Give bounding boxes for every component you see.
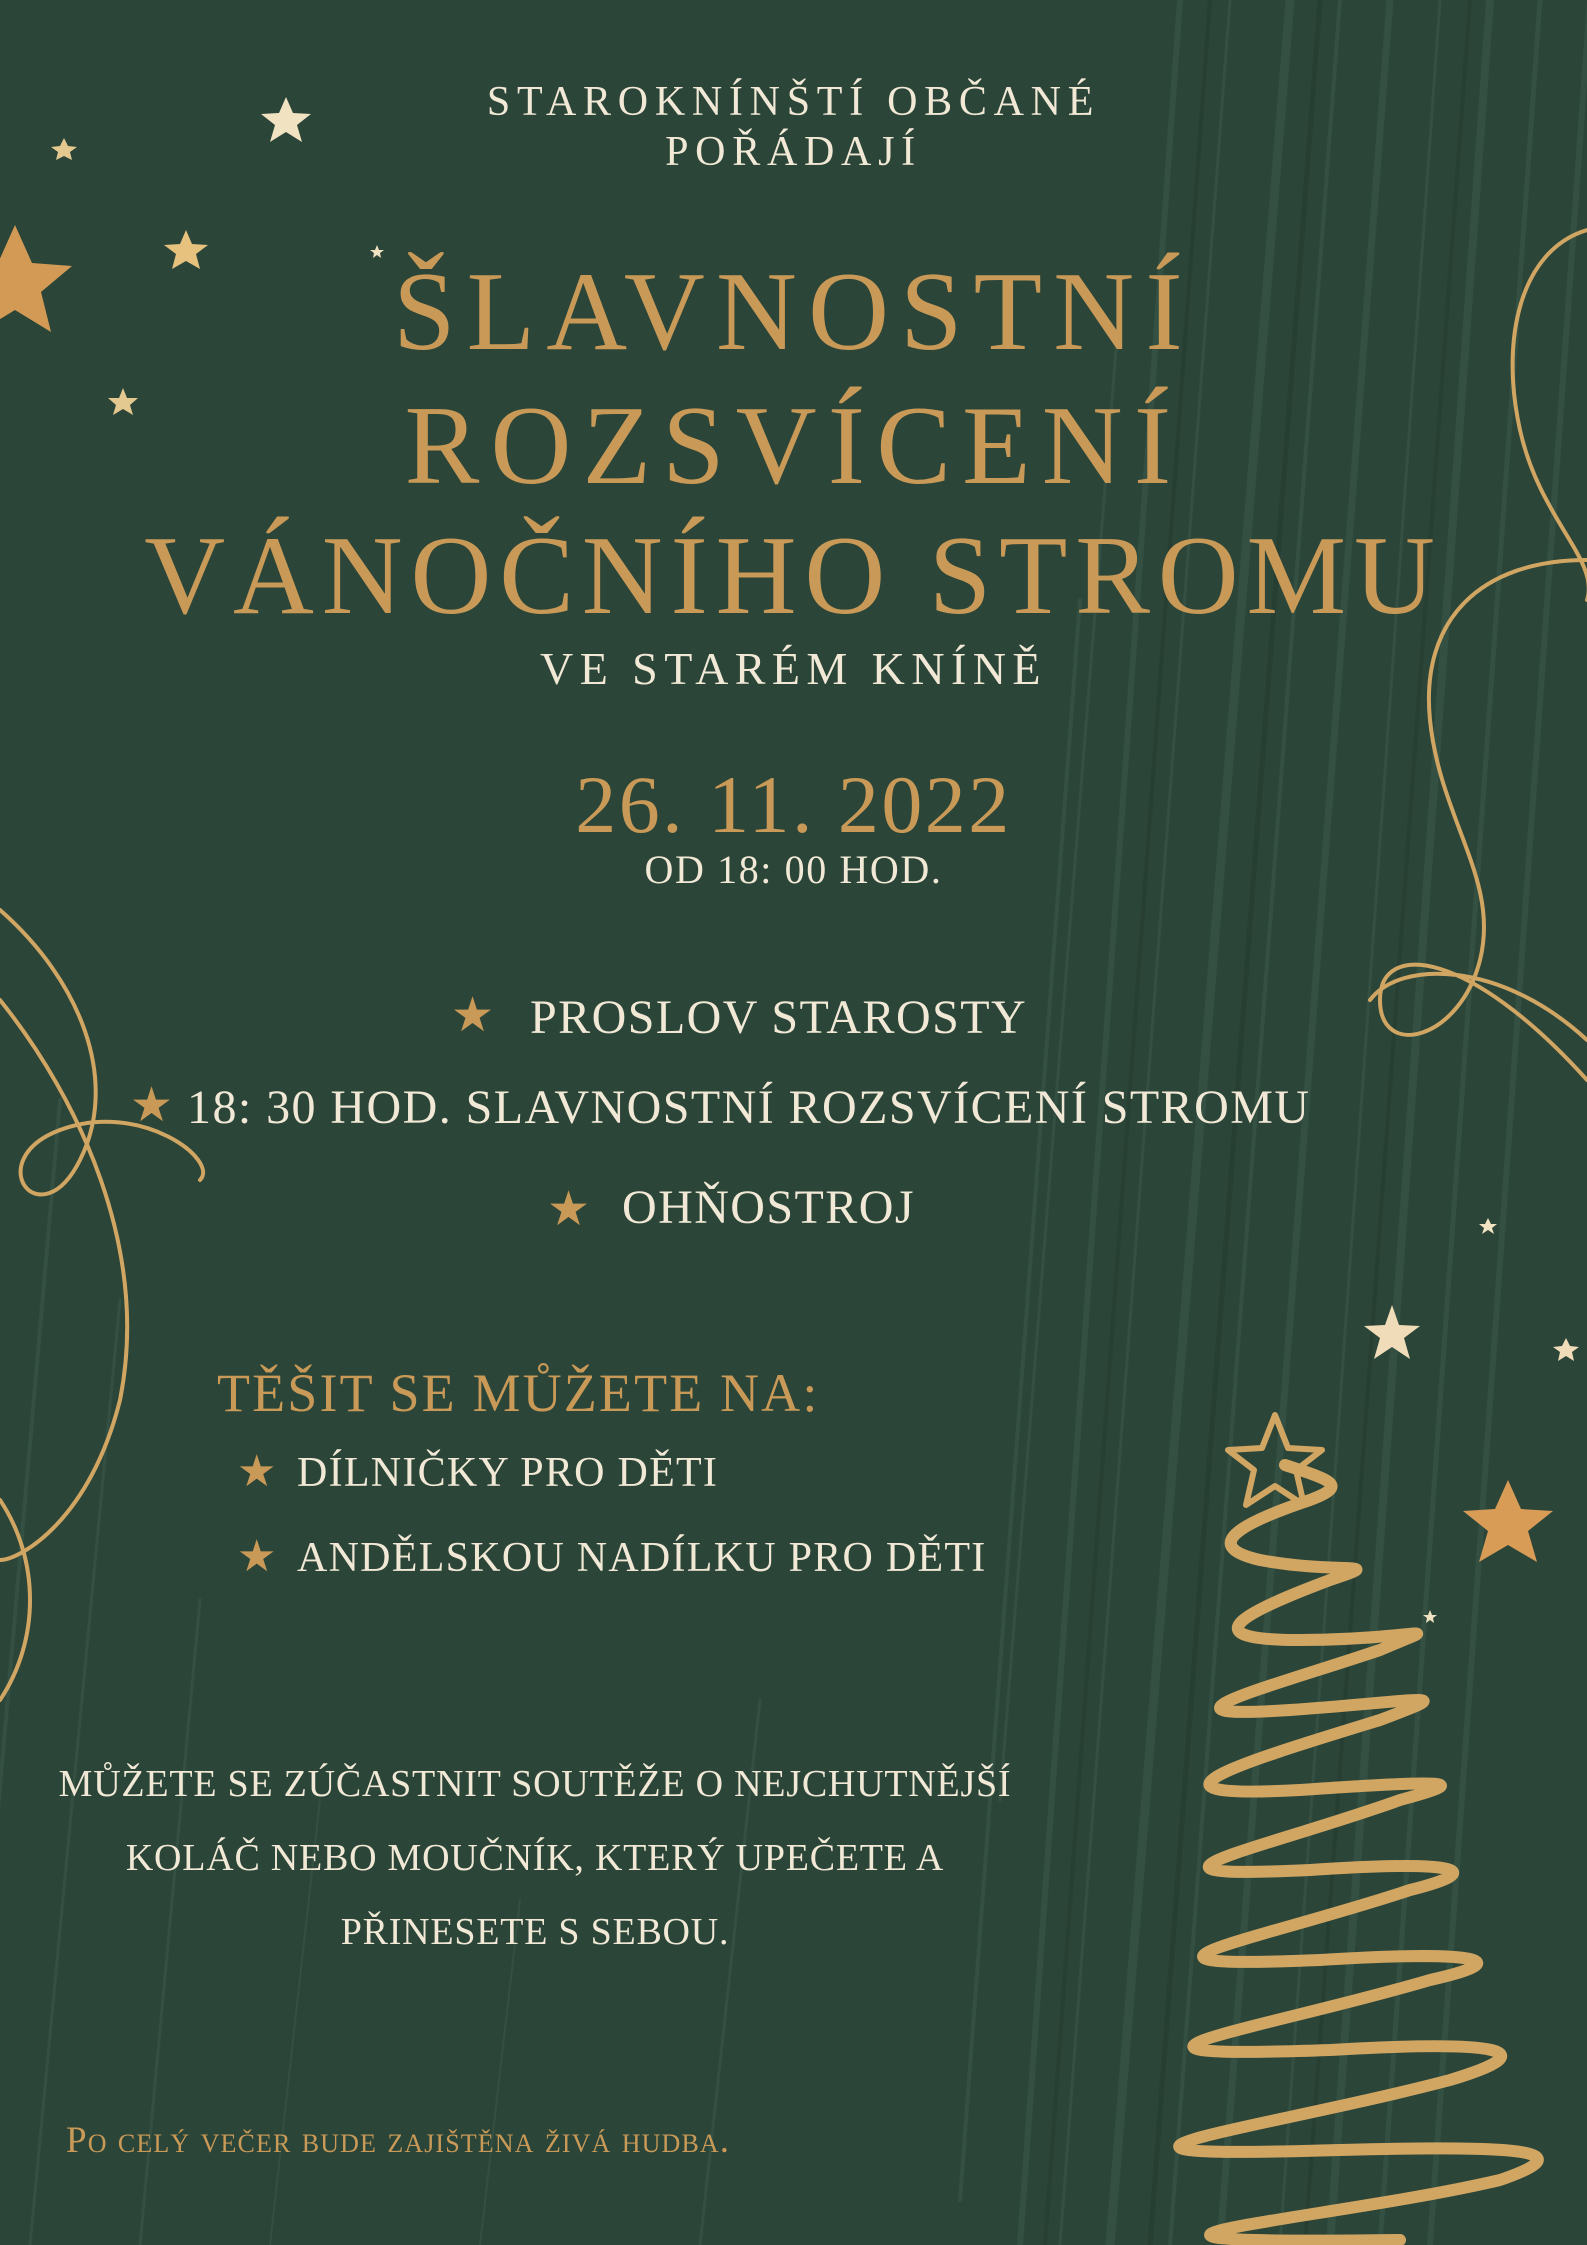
gold-swirl-left-2 [0, 1000, 127, 1560]
event-time: OD 18: 00 HOD. [644, 847, 943, 892]
tree-top-star-icon [1228, 1415, 1322, 1505]
event-title: VÁNOČNÍHO STROMU [144, 514, 1443, 638]
gold-swirl-left-3 [0, 1500, 30, 1700]
footer-note: Po celý večer bude zajištěna živá hudba. [66, 2120, 731, 2161]
event-title: ROZSVÍCENÍ [404, 384, 1183, 508]
look-forward-heading: TĚŠIT SE MŮŽETE NA: [217, 1363, 820, 1423]
star-icon [1553, 1338, 1579, 1361]
organizer-line: STAROKNÍNŠTÍ OBČANÉ [486, 79, 1101, 125]
program-item: OHŇOSTROJ [622, 1181, 915, 1234]
event-date: 26. 11. 2022 [575, 759, 1012, 850]
star-icon [1423, 1610, 1437, 1623]
star-icon: ★ [130, 1079, 174, 1132]
event-title: ŠLAVNOSTNÍ [393, 250, 1194, 374]
star-icon: ★ [237, 1532, 277, 1581]
gold-swirl-left [0, 910, 203, 1195]
event-location: VE STARÉM KNÍNĚ [540, 643, 1047, 694]
contest-text: KOLÁČ NEBO MOUČNÍK, KTERÝ UPEČETE A [125, 1837, 945, 1879]
star-icon [1364, 1305, 1420, 1359]
gold-swirl-right-3 [1370, 974, 1587, 1040]
list-item: DÍLNIČKY PRO DĚTI [297, 1450, 719, 1496]
star-icon: ★ [547, 1183, 591, 1236]
star-icon [1463, 1480, 1553, 1562]
contest-text: MŮŽETE SE ZÚČASTNIT SOUTĚŽE O NEJCHUTNĚJŠÍ [58, 1763, 1012, 1805]
christmas-tree-icon [1179, 1465, 1538, 2241]
program-item: PROSLOV STAROSTY [530, 991, 1028, 1044]
list-item: ANDĚLSKOU NADÍLKU PRO DĚTI [297, 1535, 987, 1581]
organizer-line: POŘÁDAJÍ [665, 129, 922, 175]
star-icon: ★ [451, 989, 495, 1042]
program-item: 18: 30 HOD. SLAVNOSTNÍ ROZSVÍCENÍ STROMU [187, 1081, 1311, 1134]
star-icon: ★ [237, 1447, 277, 1496]
star-icon [1479, 1218, 1497, 1234]
contest-text: PŘINESETE S SEBOU. [340, 1911, 730, 1953]
